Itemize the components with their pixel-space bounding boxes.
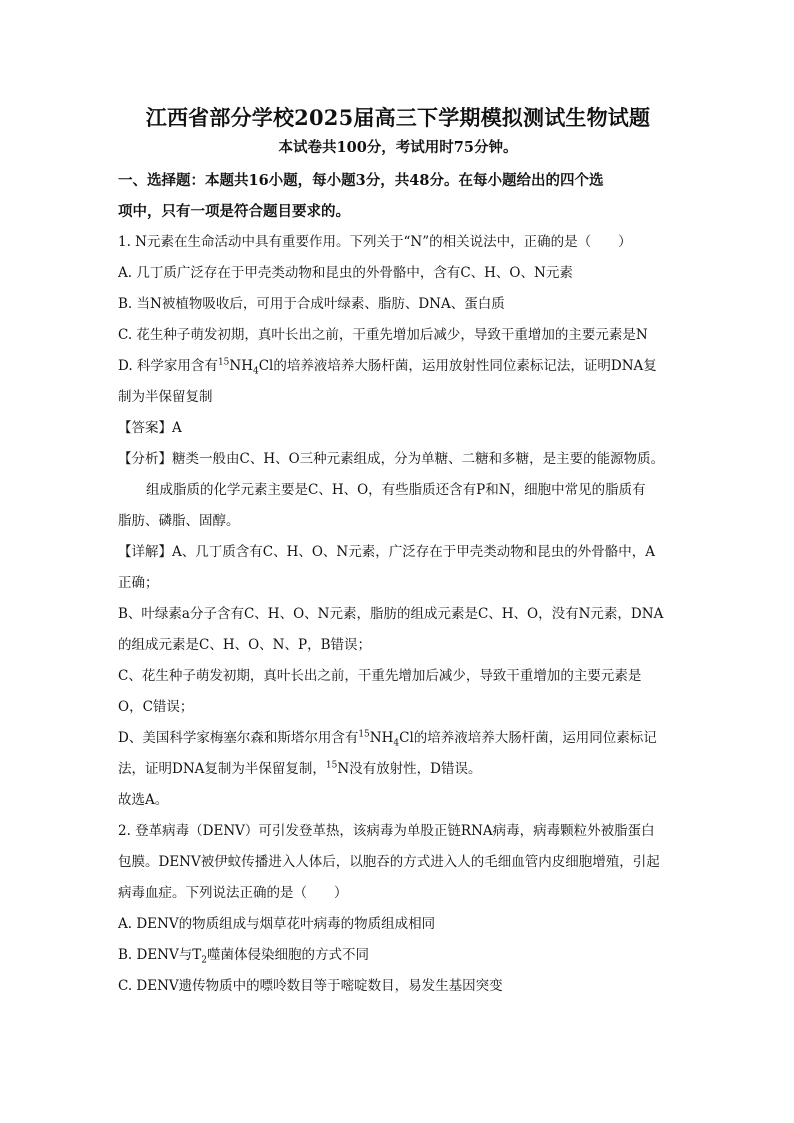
q1-stem: 1. N元素在生命活动中具有重要作用。下列关于“N”的相关说法中，正确的是（ ）: [118, 234, 632, 250]
q1-answer: [118, 413, 678, 444]
analysis-text: 糖类一般由C、H、O三种元素组成，分为单糖、二糖和多糖，是主要的能源物质。: [172, 451, 665, 467]
q1-detail-b-cont: 的组成元素是C、H、O、N、P，B错误；: [118, 637, 371, 653]
q2-option-b-text: B. DENV与T: [118, 947, 202, 963]
detail-d-l2-text: 法，证明DNA复制为半保留复制，: [118, 761, 326, 777]
q2-stem-cont2: 病毒血症。下列说法正确的是（ ）: [118, 885, 348, 901]
section-heading-line2: 项中，只有一项是符合题目要求的。: [118, 203, 350, 220]
subscript: 4: [252, 366, 259, 377]
detail-a-text: A、几丁质含有C、H、O、N元素，广泛存在于甲壳类动物和昆虫的外骨骼中，A: [172, 544, 655, 560]
q1-detail-a-cont: 正确；: [118, 575, 159, 591]
q1-option-b: B. 当N被植物吸收后，可用于合成叶绿素、脂肪、DNA、蛋白质: [118, 296, 505, 312]
q2-option-b-rest: 噬菌体侵染细胞的方式不同: [206, 947, 369, 963]
page-title: 江西省部分学校2025届高三下学期模拟测试生物试题: [145, 105, 651, 130]
q1-option-d-rest: Cl的培养液培养大肠杆菌，运用放射性同位素标记法，证明DNA复: [258, 358, 657, 374]
isotope-mass: 15: [325, 760, 338, 771]
q1-analysis: [118, 444, 678, 475]
detail-tag: 【详解】: [118, 544, 172, 560]
q1-detail-a: [118, 537, 678, 568]
isotope-mass: 15: [217, 357, 230, 368]
q1-option-d-text: D. 科学家用含有: [118, 358, 218, 374]
q2-stem-cont1: 包膜。DENV被伊蚊传播进入人体后，以胞吞的方式进入人的毛细血管内皮细胞增殖，引起: [118, 854, 660, 870]
q1-detail-b: B、叶绿素a分子含有C、H、O、N元素，脂肪的组成元素是C、H、O，没有N元素，DNA: [118, 606, 664, 622]
q1-option-c: C. 花生种子萌发初期，真叶长出之前，干重先增加后减少，导致干重增加的主要元素是N: [118, 327, 648, 343]
q1-option-a: A. 几丁质广泛存在于甲壳类动物和昆虫的外骨骼中，含有C、H、O、N元素: [118, 265, 573, 281]
q1-analysis-p2: 组成脂质的化学元素主要是C、H、O，有些脂质还含有P和N，细胞中常见的脂质有: [146, 482, 646, 498]
section-heading-line1: 一、选择题：本题共16小题，每小题3分，共48分。在每小题给出的四个选: [118, 172, 604, 189]
q2-option-b: [118, 940, 678, 971]
answer-value: A: [172, 420, 182, 436]
detail-d-text: D、美国科学家梅塞尔森和斯塔尔用含有: [118, 730, 359, 746]
detail-d-formula: NH: [369, 730, 394, 746]
answer-tag: 【答案】: [118, 420, 172, 436]
q1-option-d-cont: 制为半保留复制: [118, 389, 213, 405]
q1-option-d: [118, 351, 678, 382]
subscript: 4: [393, 738, 400, 749]
subscript: 2: [201, 955, 207, 966]
analysis-tag: 【分析】: [118, 451, 172, 467]
q1-detail-c-cont: O，C错误；: [118, 699, 194, 715]
q1-detail-c: C、花生种子萌发初期，真叶长出之前，干重先增加后减少，导致干重增加的主要元素是: [118, 668, 642, 684]
exam-info: 本试卷共100分，考试用时75分钟。: [278, 139, 518, 156]
isotope-mass: 15: [358, 729, 370, 740]
q2-stem: 2. 登革病毒（DENV）可引发登革热，该病毒为单股正链RNA病毒，病毒颗粒外被脂蛋白: [118, 823, 655, 839]
q1-conclusion: 故选A。: [118, 792, 169, 808]
detail-d-l2-rest: N没有放射性，D错误。: [337, 761, 482, 777]
detail-d-rest: Cl的培养液培养大肠杆菌，运用同位素标记: [399, 730, 657, 746]
exam-page: [118, 103, 678, 1002]
q1-analysis-p2-cont: 脂肪、磷脂、固醇。: [118, 513, 240, 529]
q1-option-d-formula: NH: [229, 358, 253, 374]
q2-option-a: A. DENV的物质组成与烟草花叶病毒的物质组成相同: [118, 916, 436, 932]
q2-option-c: C. DENV遗传物质中的嘌呤数目等于嘧啶数目，易发生基因突变: [118, 978, 503, 994]
q1-detail-d: [118, 723, 678, 754]
q1-detail-d-cont: [118, 754, 678, 785]
